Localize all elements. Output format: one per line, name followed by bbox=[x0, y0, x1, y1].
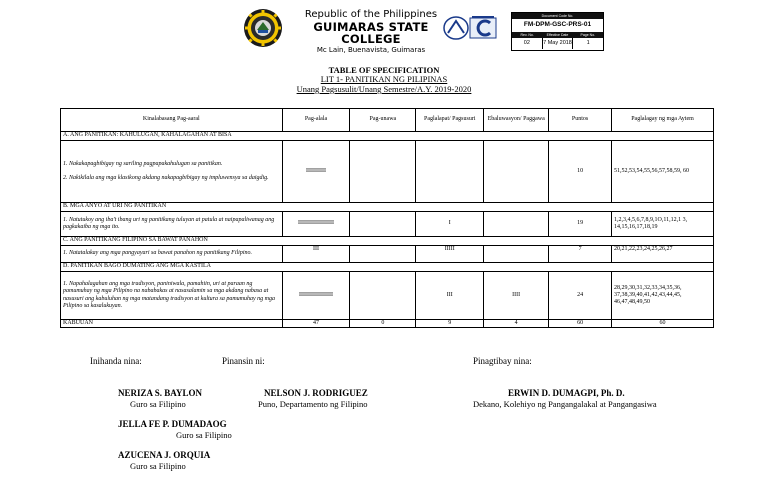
table-row bbox=[61, 246, 714, 263]
objective-text: 2. Nakikilala ang mga klasikong akdang nakapagbibigay ng impluwensya sa daigdig. bbox=[63, 175, 269, 181]
remembering-cell: IIIIIIIIIIIIIIIIII bbox=[282, 212, 350, 237]
college-header bbox=[286, 10, 456, 54]
table-row bbox=[61, 212, 714, 237]
points-cell: 7 bbox=[549, 246, 612, 263]
rev-label: Rev. No. bbox=[520, 33, 534, 37]
college-address: Mc Lain, Buenavista, Guimaras bbox=[316, 45, 426, 54]
document-control-box bbox=[511, 12, 604, 51]
prepared-by-label: Inihanda nina: bbox=[90, 356, 142, 366]
points-cell: 19 bbox=[549, 212, 612, 237]
header-points: Puntos bbox=[549, 109, 612, 132]
total-label: KABUUAN bbox=[61, 320, 283, 328]
remembering-cell: IIIIIIIIIIIIIIIII bbox=[282, 272, 350, 320]
objective-text: 1. Natatalakay ang mga pangyayari sa bawat panahon ng panitikang Filipino. bbox=[61, 246, 283, 263]
header-items: Paglalagay ng mga Aytem bbox=[612, 109, 714, 132]
header-applying: Paglalapat/ Pagsusuri bbox=[416, 109, 484, 132]
specification-table bbox=[60, 108, 714, 328]
understanding-cell bbox=[350, 272, 416, 320]
applying-cell: I bbox=[416, 212, 484, 237]
objective-cell bbox=[61, 141, 283, 203]
section-row bbox=[61, 237, 714, 246]
total-evaluating: 4 bbox=[484, 320, 549, 328]
page-no: 1 bbox=[586, 40, 590, 46]
doc-code-label: Document Code No. bbox=[512, 13, 603, 19]
header-competency: Kinalabasang Pag-aaral bbox=[61, 109, 283, 132]
applying-cell bbox=[416, 141, 484, 203]
college-seal-logo bbox=[243, 8, 283, 48]
section-title: A. ANG PANITIKAN: KAHULUGAN, KAHALAGAHAN AT BISA bbox=[61, 132, 714, 141]
evaluating-cell bbox=[484, 246, 549, 263]
evaluating-cell bbox=[484, 212, 549, 237]
noted-by-role: Puno, Departamento ng Filipino bbox=[258, 399, 368, 409]
objective-text: 1. Nakakapagbibigay ng sariling pagpapakahulugan sa panitikan. bbox=[63, 160, 223, 167]
doc-meta-values bbox=[512, 38, 603, 49]
page-label: Page No. bbox=[580, 33, 596, 37]
section-row bbox=[61, 263, 714, 272]
approved-by-role: Dekano, Kolehiyo ng Pangangalakal at Pangangasiwa bbox=[473, 399, 657, 409]
total-understanding: 0 bbox=[350, 320, 416, 328]
objective-text: 1. Napahalagahan ang mga tradisyon, paniniwala, pamahiin, uri at paraan ng pamumuhay ng mga Pilipino na nababakas at nasasalamin sa mga akdang nabasa at nasusuri ang kabuluhan ng mga matandang tradisyon at kultura sa pamumuhay ng mga Pilipino sa kasalukuyan. bbox=[61, 272, 283, 320]
total-applying: 9 bbox=[416, 320, 484, 328]
evaluating-cell: IIII bbox=[484, 272, 549, 320]
signatory-name: JELLA FE P. DUMADAOG bbox=[118, 419, 227, 429]
remembering-cell: IIIIIIIIII bbox=[282, 141, 350, 203]
points-cell: 10 bbox=[549, 141, 612, 203]
table-row bbox=[61, 272, 714, 320]
header-understanding: Pag-unawa bbox=[350, 109, 416, 132]
understanding-cell bbox=[350, 246, 416, 263]
signatory-role: Guro sa Filipino bbox=[130, 461, 186, 471]
items-cell: 20,21,22,23,24,25,26,27 bbox=[612, 246, 714, 263]
items-cell: 1,2,3,4,5,6,7,8,9,1O,11,12,1 3, 14,15,16,17,18,19 bbox=[612, 212, 714, 237]
total-row bbox=[61, 320, 714, 328]
republic-label: Republic of the Philippines bbox=[304, 9, 438, 20]
noted-by-name: NELSON J. RODRIGUEZ bbox=[264, 388, 368, 398]
course-title: LIT 1- PANITIKAN NG PILIPINAS bbox=[320, 74, 448, 84]
header-remembering: Pag-alala bbox=[282, 109, 350, 132]
applying-cell: III bbox=[416, 272, 484, 320]
signatory-role: Guro sa Filipino bbox=[130, 399, 186, 409]
total-points: 60 bbox=[549, 320, 612, 328]
approved-by-label: Pinagtibay nina: bbox=[473, 356, 532, 366]
table-header-row bbox=[61, 109, 714, 132]
objective-text: 1. Natutukoy ang iba't ibang uri ng panitikang tuluyan at patula at naipapaliwanag ang pagkakaiba ng mga ito. bbox=[61, 212, 283, 237]
understanding-cell bbox=[350, 212, 416, 237]
college-name: GUIMARAS STATE COLLEGE bbox=[313, 19, 429, 46]
applying-cell: IIIII bbox=[416, 246, 484, 263]
header-evaluating: Ebaluwasyon/ Paggawa bbox=[484, 109, 549, 132]
section-title: D. PANITIKAN BAGO DUMATING ANG MGA KASTILA bbox=[61, 263, 714, 272]
section-title: C. ANG PANITIKANG FILIPINO SA BAWAT PANAHON bbox=[61, 237, 714, 246]
items-cell: 28,29,30,31,32,33,34,35,36, 37,38,39,40,41,42,43,44,45, 46,47,48,49,50 bbox=[612, 272, 714, 320]
signatory-name: AZUCENA J. ORQUIA bbox=[118, 450, 211, 460]
iso-certification-logo bbox=[442, 15, 498, 41]
total-items: 60 bbox=[612, 320, 714, 328]
table-row bbox=[61, 141, 714, 203]
items-cell: 51,52,53,54,55,56,57,58,59, 60 bbox=[612, 141, 714, 203]
effective-date: 7 May 2018 bbox=[543, 38, 574, 49]
signatory-name: NERIZA S. BAYLON bbox=[118, 388, 202, 398]
section-row bbox=[61, 132, 714, 141]
exam-title: Unang Pagsusulit/Unang Semestre/A.Y. 2019-2020 bbox=[296, 84, 472, 94]
understanding-cell bbox=[350, 141, 416, 203]
evaluating-cell bbox=[484, 141, 549, 203]
approved-by-name: ERWIN D. DUMAGPI, Ph. D. bbox=[508, 388, 625, 398]
noted-by-label: Pinansin ni: bbox=[222, 356, 265, 366]
total-remembering: 47 bbox=[282, 320, 350, 328]
signatory-role: Guro sa Filipino bbox=[176, 430, 232, 440]
remembering-cell: III bbox=[282, 246, 350, 263]
doc-code: FM-DPM-GSC-PRS-01 bbox=[523, 21, 592, 28]
section-row bbox=[61, 203, 714, 212]
section-title: B. MGA ANYO AT URI NG PANITIKAN bbox=[61, 203, 714, 212]
points-cell: 24 bbox=[549, 272, 612, 320]
rev-no: 02 bbox=[512, 38, 543, 49]
document-title: TABLE OF SPECIFICATION bbox=[328, 65, 440, 75]
effective-label: Effective Date bbox=[546, 33, 569, 37]
